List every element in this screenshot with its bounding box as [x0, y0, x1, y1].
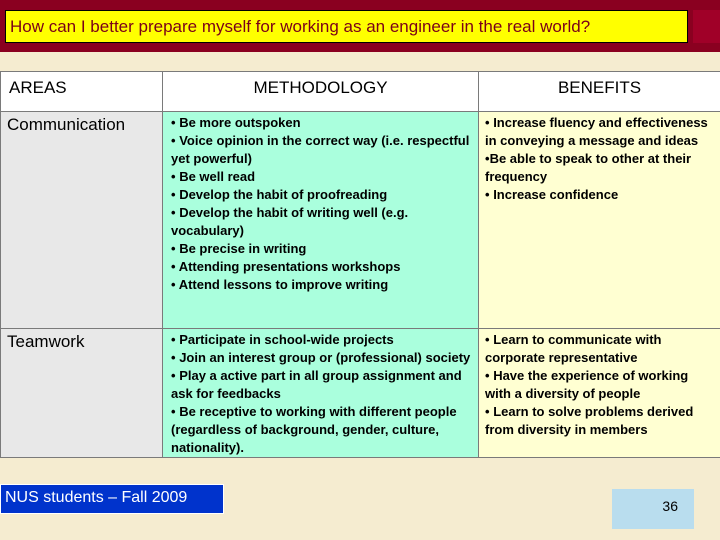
bullet-icon: • [171, 332, 176, 347]
corner-block [693, 10, 720, 43]
area-communication: Communication [1, 112, 163, 329]
table-row [1, 329, 720, 458]
list-item-text: Participate in school-wide projects [179, 332, 394, 347]
bullet-icon: • [171, 241, 176, 256]
bullet-icon: • [485, 151, 490, 166]
list-item-text: Increase fluency and effectiveness in conveying a message and ideas [485, 115, 708, 148]
bullet-icon: • [171, 404, 176, 419]
list-item-text: Be well read [179, 169, 256, 184]
list-item-text: Learn to solve problems derived from diversity in members [485, 404, 694, 437]
list-item [171, 240, 472, 258]
bullet-icon: • [485, 332, 490, 347]
methodology-table [0, 71, 720, 458]
list-item [485, 331, 714, 367]
bullet-icon: • [171, 277, 176, 292]
list-item [485, 114, 714, 150]
bullet-icon: • [171, 133, 176, 148]
list-item [171, 204, 472, 240]
bullet-icon: • [171, 187, 176, 202]
list-item [171, 349, 472, 367]
list-item-text: Be more outspoken [179, 115, 301, 130]
list-item-text: Develop the habit of proofreading [179, 187, 388, 202]
list-item-text: Be precise in writing [179, 241, 307, 256]
table-header-row [1, 72, 720, 112]
benefits-cell [479, 112, 720, 329]
list-item [485, 403, 714, 439]
list-item-text: Attend lessons to improve writing [178, 277, 389, 292]
list-item [171, 168, 472, 186]
bullet-icon: • [171, 259, 176, 274]
list-item-text: Attending presentations workshops [178, 259, 401, 274]
area-teamwork: Teamwork [1, 329, 163, 458]
bullet-icon: • [485, 115, 490, 130]
bullet-icon: • [485, 368, 490, 383]
list-item [171, 367, 472, 403]
bullet-icon: • [171, 205, 176, 220]
list-item-text: Voice opinion in the correct way (i.e. respectful yet powerful) [171, 133, 470, 166]
slide-number: 36 [612, 489, 694, 529]
bullet-icon: • [485, 187, 490, 202]
bullet-icon: • [171, 368, 176, 383]
list-item-text: Join an interest group or (professional) society [179, 350, 471, 365]
methodology-cell [163, 329, 479, 458]
bullet-icon: • [171, 115, 176, 130]
list-item [171, 331, 472, 349]
bullet-icon: • [171, 169, 176, 184]
list-item-text: Be able to speak to other at their frequency [485, 151, 692, 184]
list-item-text: Be receptive to working with different people (regardless of background, gender, culture, nationality). [171, 404, 457, 455]
list-item [485, 186, 714, 204]
list-item [171, 186, 472, 204]
list-item [171, 114, 472, 132]
list-item [171, 258, 472, 276]
list-item-text: Learn to communicate with corporate representative [485, 332, 662, 365]
list-item-text: Develop the habit of writing well (e.g. vocabulary) [171, 205, 409, 238]
benefits-cell [479, 329, 720, 458]
header-benefits: BENEFITS [479, 72, 720, 112]
list-item [171, 276, 472, 294]
table-row [1, 112, 720, 329]
list-item [485, 150, 714, 186]
list-item-text: Have the experience of working with a diversity of people [485, 368, 689, 401]
list-item [171, 403, 472, 457]
methodology-cell [163, 112, 479, 329]
list-item-text: Increase confidence [493, 187, 619, 202]
list-item [485, 367, 714, 403]
header-areas: AREAS [1, 72, 163, 112]
bullet-icon: • [171, 350, 176, 365]
header-methodology: METHODOLOGY [163, 72, 479, 112]
bullet-icon: • [485, 404, 490, 419]
list-item [171, 132, 472, 168]
slide-title: How can I better prepare myself for working as an engineer in the real world? [5, 10, 688, 43]
footer-note: NUS students – Fall 2009 [0, 484, 224, 514]
list-item-text: Play a active part in all group assignment and ask for feedbacks [171, 368, 462, 401]
